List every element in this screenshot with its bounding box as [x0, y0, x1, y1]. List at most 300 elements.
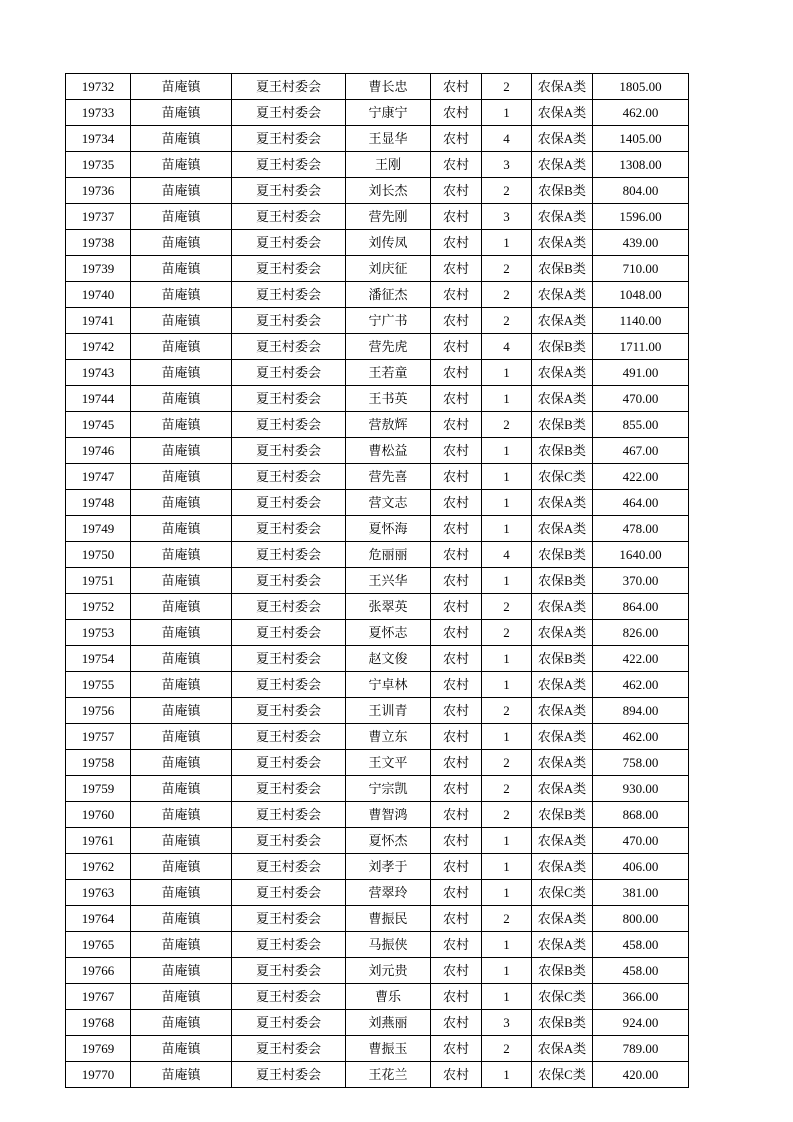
cell-village-committee: 夏王村委会 [232, 1062, 346, 1088]
cell-residence-type: 农村 [431, 828, 482, 854]
cell-amount: 1596.00 [593, 204, 689, 230]
cell-insurance-class: 农保A类 [532, 776, 593, 802]
cell-person-name: 营先虎 [346, 334, 431, 360]
cell-person-name: 营文志 [346, 490, 431, 516]
table-row [66, 984, 689, 1010]
cell-amount: 478.00 [593, 516, 689, 542]
cell-person-count: 2 [482, 74, 532, 100]
cell-serial-number: 19769 [66, 1036, 131, 1062]
cell-person-name: 曹振民 [346, 906, 431, 932]
table-row [66, 464, 689, 490]
cell-town: 苗庵镇 [131, 828, 232, 854]
cell-person-count: 2 [482, 620, 532, 646]
table-row [66, 802, 689, 828]
cell-person-count: 4 [482, 542, 532, 568]
cell-amount: 366.00 [593, 984, 689, 1010]
cell-town: 苗庵镇 [131, 750, 232, 776]
cell-village-committee: 夏王村委会 [232, 126, 346, 152]
cell-residence-type: 农村 [431, 412, 482, 438]
cell-person-count: 2 [482, 750, 532, 776]
cell-person-name: 赵文俊 [346, 646, 431, 672]
cell-town: 苗庵镇 [131, 438, 232, 464]
cell-village-committee: 夏王村委会 [232, 74, 346, 100]
cell-serial-number: 19755 [66, 672, 131, 698]
cell-residence-type: 农村 [431, 802, 482, 828]
cell-village-committee: 夏王村委会 [232, 100, 346, 126]
cell-residence-type: 农村 [431, 308, 482, 334]
cell-amount: 462.00 [593, 724, 689, 750]
cell-person-name: 宁宗凯 [346, 776, 431, 802]
cell-insurance-class: 农保A类 [532, 906, 593, 932]
cell-village-committee: 夏王村委会 [232, 828, 346, 854]
cell-insurance-class: 农保A类 [532, 386, 593, 412]
cell-town: 苗庵镇 [131, 464, 232, 490]
table-row [66, 256, 689, 282]
cell-insurance-class: 农保A类 [532, 152, 593, 178]
cell-person-name: 潘征杰 [346, 282, 431, 308]
cell-person-name: 刘孝于 [346, 854, 431, 880]
cell-residence-type: 农村 [431, 646, 482, 672]
cell-residence-type: 农村 [431, 178, 482, 204]
cell-town: 苗庵镇 [131, 568, 232, 594]
cell-amount: 1805.00 [593, 74, 689, 100]
cell-town: 苗庵镇 [131, 178, 232, 204]
cell-amount: 458.00 [593, 932, 689, 958]
cell-town: 苗庵镇 [131, 802, 232, 828]
cell-insurance-class: 农保B类 [532, 438, 593, 464]
cell-amount: 1308.00 [593, 152, 689, 178]
cell-serial-number: 19739 [66, 256, 131, 282]
cell-person-count: 1 [482, 932, 532, 958]
cell-residence-type: 农村 [431, 360, 482, 386]
cell-amount: 491.00 [593, 360, 689, 386]
cell-serial-number: 19754 [66, 646, 131, 672]
cell-village-committee: 夏王村委会 [232, 1036, 346, 1062]
cell-residence-type: 农村 [431, 932, 482, 958]
cell-residence-type: 农村 [431, 984, 482, 1010]
benefits-table [65, 73, 689, 1088]
cell-serial-number: 19746 [66, 438, 131, 464]
cell-town: 苗庵镇 [131, 230, 232, 256]
cell-amount: 924.00 [593, 1010, 689, 1036]
cell-serial-number: 19765 [66, 932, 131, 958]
cell-person-count: 1 [482, 516, 532, 542]
cell-village-committee: 夏王村委会 [232, 542, 346, 568]
cell-person-name: 夏怀杰 [346, 828, 431, 854]
cell-amount: 370.00 [593, 568, 689, 594]
cell-residence-type: 农村 [431, 230, 482, 256]
cell-person-name: 曹振玉 [346, 1036, 431, 1062]
cell-serial-number: 19733 [66, 100, 131, 126]
cell-insurance-class: 农保C类 [532, 880, 593, 906]
cell-residence-type: 农村 [431, 256, 482, 282]
cell-person-name: 曹智鸿 [346, 802, 431, 828]
cell-insurance-class: 农保A类 [532, 932, 593, 958]
cell-person-name: 刘燕丽 [346, 1010, 431, 1036]
cell-insurance-class: 农保A类 [532, 594, 593, 620]
cell-amount: 470.00 [593, 828, 689, 854]
table-row [66, 880, 689, 906]
cell-town: 苗庵镇 [131, 880, 232, 906]
cell-insurance-class: 农保B类 [532, 334, 593, 360]
cell-serial-number: 19735 [66, 152, 131, 178]
cell-insurance-class: 农保B类 [532, 178, 593, 204]
cell-person-name: 营先喜 [346, 464, 431, 490]
cell-insurance-class: 农保A类 [532, 516, 593, 542]
cell-serial-number: 19770 [66, 1062, 131, 1088]
cell-insurance-class: 农保C类 [532, 984, 593, 1010]
cell-person-count: 2 [482, 594, 532, 620]
cell-person-count: 1 [482, 100, 532, 126]
cell-town: 苗庵镇 [131, 932, 232, 958]
cell-person-count: 2 [482, 412, 532, 438]
cell-village-committee: 夏王村委会 [232, 594, 346, 620]
cell-person-name: 刘传凤 [346, 230, 431, 256]
table-row [66, 308, 689, 334]
cell-person-name: 宁康宁 [346, 100, 431, 126]
cell-insurance-class: 农保B类 [532, 542, 593, 568]
cell-serial-number: 19758 [66, 750, 131, 776]
cell-insurance-class: 农保A类 [532, 74, 593, 100]
cell-person-count: 1 [482, 854, 532, 880]
cell-person-name: 王花兰 [346, 1062, 431, 1088]
cell-person-name: 营先刚 [346, 204, 431, 230]
cell-person-count: 2 [482, 776, 532, 802]
cell-town: 苗庵镇 [131, 854, 232, 880]
cell-amount: 930.00 [593, 776, 689, 802]
cell-person-count: 4 [482, 334, 532, 360]
cell-insurance-class: 农保C类 [532, 464, 593, 490]
cell-amount: 804.00 [593, 178, 689, 204]
cell-village-committee: 夏王村委会 [232, 152, 346, 178]
cell-residence-type: 农村 [431, 698, 482, 724]
cell-amount: 458.00 [593, 958, 689, 984]
cell-residence-type: 农村 [431, 724, 482, 750]
cell-residence-type: 农村 [431, 1062, 482, 1088]
cell-village-committee: 夏王村委会 [232, 256, 346, 282]
cell-person-count: 1 [482, 828, 532, 854]
cell-residence-type: 农村 [431, 386, 482, 412]
cell-village-committee: 夏王村委会 [232, 568, 346, 594]
cell-insurance-class: 农保A类 [532, 698, 593, 724]
cell-insurance-class: 农保A类 [532, 724, 593, 750]
cell-person-count: 2 [482, 802, 532, 828]
cell-insurance-class: 农保A类 [532, 100, 593, 126]
cell-person-count: 1 [482, 1062, 532, 1088]
cell-person-name: 王书英 [346, 386, 431, 412]
cell-insurance-class: 农保A类 [532, 620, 593, 646]
cell-town: 苗庵镇 [131, 490, 232, 516]
cell-amount: 710.00 [593, 256, 689, 282]
table-row [66, 620, 689, 646]
cell-serial-number: 19751 [66, 568, 131, 594]
cell-residence-type: 农村 [431, 542, 482, 568]
cell-amount: 462.00 [593, 100, 689, 126]
cell-amount: 464.00 [593, 490, 689, 516]
cell-person-name: 王文平 [346, 750, 431, 776]
cell-village-committee: 夏王村委会 [232, 464, 346, 490]
cell-town: 苗庵镇 [131, 620, 232, 646]
cell-person-count: 1 [482, 568, 532, 594]
cell-serial-number: 19767 [66, 984, 131, 1010]
cell-serial-number: 19763 [66, 880, 131, 906]
cell-residence-type: 农村 [431, 1010, 482, 1036]
cell-town: 苗庵镇 [131, 74, 232, 100]
cell-town: 苗庵镇 [131, 776, 232, 802]
table-row [66, 204, 689, 230]
cell-person-name: 危丽丽 [346, 542, 431, 568]
cell-amount: 406.00 [593, 854, 689, 880]
cell-person-name: 曹长忠 [346, 74, 431, 100]
table-row [66, 568, 689, 594]
table-row [66, 178, 689, 204]
cell-village-committee: 夏王村委会 [232, 178, 346, 204]
cell-person-name: 曹立东 [346, 724, 431, 750]
cell-person-count: 3 [482, 152, 532, 178]
cell-village-committee: 夏王村委会 [232, 906, 346, 932]
cell-residence-type: 农村 [431, 516, 482, 542]
cell-residence-type: 农村 [431, 880, 482, 906]
cell-village-committee: 夏王村委会 [232, 360, 346, 386]
cell-village-committee: 夏王村委会 [232, 438, 346, 464]
cell-residence-type: 农村 [431, 568, 482, 594]
cell-person-count: 1 [482, 386, 532, 412]
cell-person-name: 曹乐 [346, 984, 431, 1010]
table-row [66, 698, 689, 724]
table-row [66, 1036, 689, 1062]
table-row [66, 1010, 689, 1036]
cell-amount: 422.00 [593, 646, 689, 672]
table-row [66, 516, 689, 542]
cell-person-count: 1 [482, 958, 532, 984]
cell-amount: 470.00 [593, 386, 689, 412]
cell-town: 苗庵镇 [131, 256, 232, 282]
cell-insurance-class: 农保A类 [532, 672, 593, 698]
cell-amount: 1711.00 [593, 334, 689, 360]
cell-serial-number: 19760 [66, 802, 131, 828]
cell-amount: 864.00 [593, 594, 689, 620]
cell-serial-number: 19756 [66, 698, 131, 724]
cell-residence-type: 农村 [431, 464, 482, 490]
table-row [66, 438, 689, 464]
cell-person-count: 1 [482, 672, 532, 698]
cell-village-committee: 夏王村委会 [232, 412, 346, 438]
cell-serial-number: 19749 [66, 516, 131, 542]
cell-village-committee: 夏王村委会 [232, 490, 346, 516]
table-row [66, 334, 689, 360]
cell-residence-type: 农村 [431, 74, 482, 100]
cell-person-count: 2 [482, 256, 532, 282]
cell-person-count: 4 [482, 126, 532, 152]
table-row [66, 100, 689, 126]
cell-person-name: 王刚 [346, 152, 431, 178]
cell-insurance-class: 农保A类 [532, 490, 593, 516]
cell-serial-number: 19748 [66, 490, 131, 516]
cell-person-count: 2 [482, 178, 532, 204]
cell-insurance-class: 农保A类 [532, 126, 593, 152]
cell-serial-number: 19768 [66, 1010, 131, 1036]
cell-serial-number: 19737 [66, 204, 131, 230]
cell-residence-type: 农村 [431, 282, 482, 308]
table-row [66, 1062, 689, 1088]
table-row [66, 958, 689, 984]
cell-person-name: 王训青 [346, 698, 431, 724]
cell-town: 苗庵镇 [131, 672, 232, 698]
cell-residence-type: 农村 [431, 152, 482, 178]
cell-serial-number: 19745 [66, 412, 131, 438]
cell-person-count: 2 [482, 1036, 532, 1062]
cell-person-name: 刘长杰 [346, 178, 431, 204]
cell-insurance-class: 农保C类 [532, 1062, 593, 1088]
cell-residence-type: 农村 [431, 100, 482, 126]
cell-town: 苗庵镇 [131, 906, 232, 932]
table-row [66, 152, 689, 178]
cell-serial-number: 19742 [66, 334, 131, 360]
cell-serial-number: 19764 [66, 906, 131, 932]
cell-person-count: 1 [482, 360, 532, 386]
cell-person-count: 3 [482, 1010, 532, 1036]
cell-person-count: 1 [482, 880, 532, 906]
cell-insurance-class: 农保B类 [532, 412, 593, 438]
cell-insurance-class: 农保A类 [532, 230, 593, 256]
cell-village-committee: 夏王村委会 [232, 854, 346, 880]
cell-serial-number: 19734 [66, 126, 131, 152]
cell-village-committee: 夏王村委会 [232, 308, 346, 334]
cell-person-count: 1 [482, 724, 532, 750]
table-row [66, 932, 689, 958]
table-row [66, 776, 689, 802]
cell-town: 苗庵镇 [131, 1062, 232, 1088]
cell-town: 苗庵镇 [131, 542, 232, 568]
cell-insurance-class: 农保A类 [532, 854, 593, 880]
cell-serial-number: 19766 [66, 958, 131, 984]
cell-person-count: 1 [482, 984, 532, 1010]
cell-insurance-class: 农保B类 [532, 568, 593, 594]
cell-amount: 894.00 [593, 698, 689, 724]
cell-amount: 826.00 [593, 620, 689, 646]
table-row [66, 542, 689, 568]
cell-person-count: 1 [482, 230, 532, 256]
cell-person-count: 2 [482, 906, 532, 932]
cell-serial-number: 19747 [66, 464, 131, 490]
cell-insurance-class: 农保B类 [532, 958, 593, 984]
cell-town: 苗庵镇 [131, 1010, 232, 1036]
cell-person-count: 1 [482, 464, 532, 490]
table-row [66, 854, 689, 880]
cell-town: 苗庵镇 [131, 308, 232, 334]
cell-amount: 439.00 [593, 230, 689, 256]
cell-town: 苗庵镇 [131, 412, 232, 438]
cell-residence-type: 农村 [431, 438, 482, 464]
cell-town: 苗庵镇 [131, 1036, 232, 1062]
cell-town: 苗庵镇 [131, 204, 232, 230]
cell-residence-type: 农村 [431, 906, 482, 932]
cell-amount: 855.00 [593, 412, 689, 438]
table-row [66, 412, 689, 438]
cell-town: 苗庵镇 [131, 958, 232, 984]
cell-town: 苗庵镇 [131, 984, 232, 1010]
cell-person-name: 王兴华 [346, 568, 431, 594]
cell-amount: 1140.00 [593, 308, 689, 334]
cell-residence-type: 农村 [431, 126, 482, 152]
cell-person-name: 宁广书 [346, 308, 431, 334]
cell-village-committee: 夏王村委会 [232, 204, 346, 230]
cell-serial-number: 19732 [66, 74, 131, 100]
cell-person-count: 2 [482, 308, 532, 334]
cell-residence-type: 农村 [431, 204, 482, 230]
cell-town: 苗庵镇 [131, 152, 232, 178]
cell-residence-type: 农村 [431, 594, 482, 620]
cell-village-committee: 夏王村委会 [232, 698, 346, 724]
cell-town: 苗庵镇 [131, 646, 232, 672]
cell-town: 苗庵镇 [131, 594, 232, 620]
cell-town: 苗庵镇 [131, 360, 232, 386]
cell-residence-type: 农村 [431, 958, 482, 984]
table-row [66, 490, 689, 516]
cell-town: 苗庵镇 [131, 282, 232, 308]
table-row [66, 672, 689, 698]
cell-serial-number: 19740 [66, 282, 131, 308]
cell-town: 苗庵镇 [131, 516, 232, 542]
cell-person-name: 营翠玲 [346, 880, 431, 906]
cell-village-committee: 夏王村委会 [232, 646, 346, 672]
table-row [66, 750, 689, 776]
cell-amount: 800.00 [593, 906, 689, 932]
table-row [66, 828, 689, 854]
cell-village-committee: 夏王村委会 [232, 386, 346, 412]
cell-town: 苗庵镇 [131, 334, 232, 360]
cell-residence-type: 农村 [431, 750, 482, 776]
cell-amount: 467.00 [593, 438, 689, 464]
cell-residence-type: 农村 [431, 620, 482, 646]
cell-amount: 422.00 [593, 464, 689, 490]
cell-amount: 868.00 [593, 802, 689, 828]
cell-village-committee: 夏王村委会 [232, 620, 346, 646]
cell-village-committee: 夏王村委会 [232, 932, 346, 958]
cell-insurance-class: 农保A类 [532, 282, 593, 308]
table-row [66, 360, 689, 386]
cell-person-name: 马振侠 [346, 932, 431, 958]
cell-person-count: 3 [482, 204, 532, 230]
cell-village-committee: 夏王村委会 [232, 516, 346, 542]
cell-person-name: 营敖辉 [346, 412, 431, 438]
cell-serial-number: 19738 [66, 230, 131, 256]
cell-person-count: 1 [482, 646, 532, 672]
cell-village-committee: 夏王村委会 [232, 880, 346, 906]
table-row [66, 646, 689, 672]
cell-insurance-class: 农保A类 [532, 204, 593, 230]
cell-insurance-class: 农保B类 [532, 1010, 593, 1036]
cell-village-committee: 夏王村委会 [232, 802, 346, 828]
cell-village-committee: 夏王村委会 [232, 776, 346, 802]
cell-village-committee: 夏王村委会 [232, 672, 346, 698]
cell-residence-type: 农村 [431, 334, 482, 360]
cell-town: 苗庵镇 [131, 698, 232, 724]
cell-amount: 1640.00 [593, 542, 689, 568]
cell-serial-number: 19736 [66, 178, 131, 204]
cell-person-count: 2 [482, 282, 532, 308]
table-row [66, 594, 689, 620]
cell-serial-number: 19752 [66, 594, 131, 620]
cell-insurance-class: 农保A类 [532, 1036, 593, 1062]
table-row [66, 282, 689, 308]
cell-insurance-class: 农保B类 [532, 802, 593, 828]
cell-amount: 462.00 [593, 672, 689, 698]
cell-village-committee: 夏王村委会 [232, 230, 346, 256]
cell-insurance-class: 农保A类 [532, 750, 593, 776]
cell-person-name: 曹松益 [346, 438, 431, 464]
cell-serial-number: 19750 [66, 542, 131, 568]
